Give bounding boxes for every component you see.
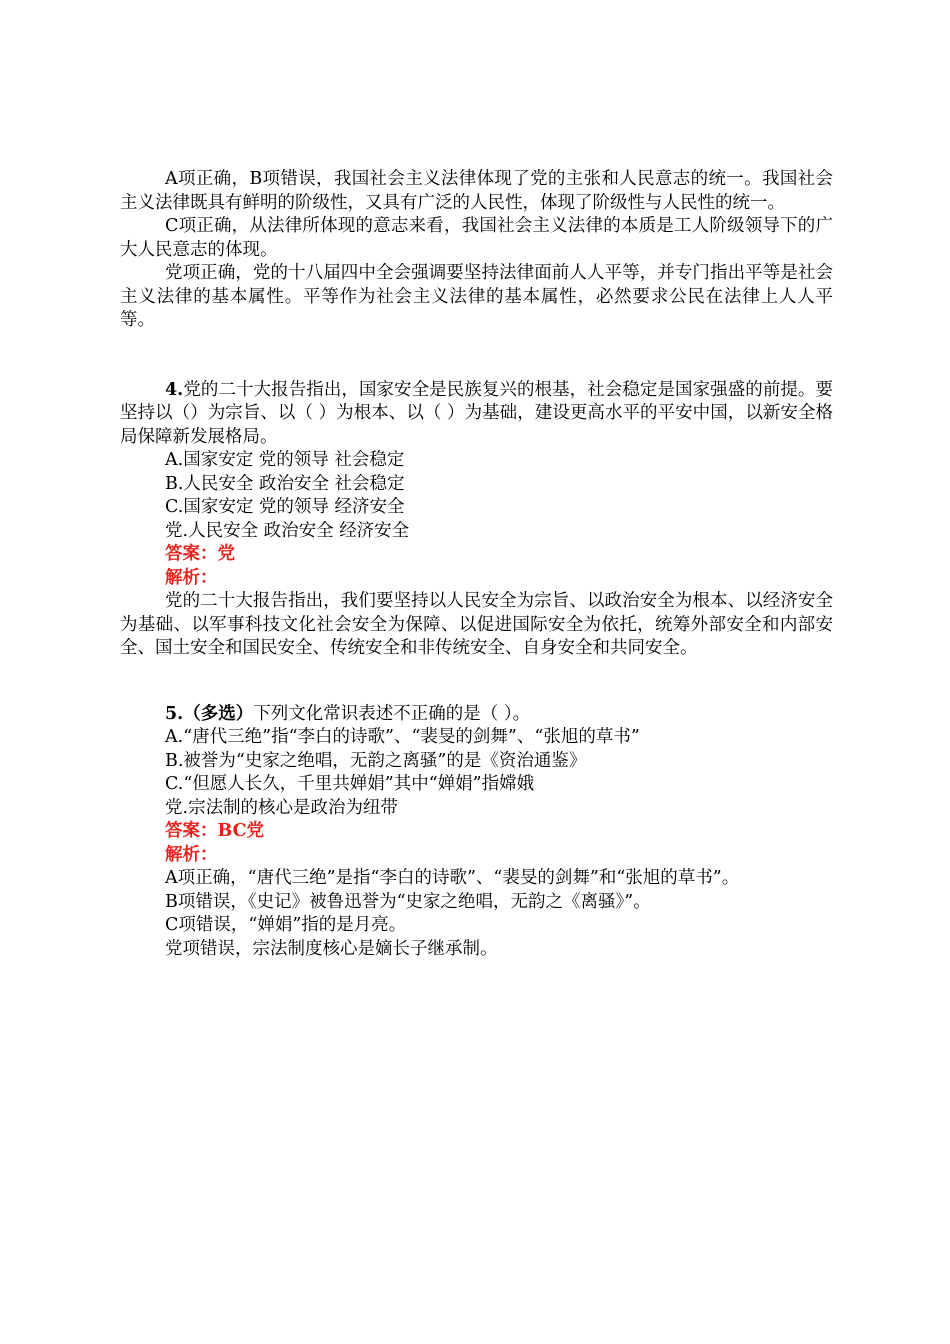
- q4-option-a: A.国家安定 党的领导 社会稳定: [165, 450, 405, 470]
- q3-explanation-paragraph-1: A项正确，B项错误，我国社会主义法律体现了党的主张和人民意志的统一。我国社会主义法律既具有鲜明的阶级性，又具有广泛的人民性，体现了阶级性与人民性的统一。: [120, 169, 833, 213]
- q5-option-a: A.“唐代三绝”指“李白的诗歌”、“裴旻的剑舞”、“张旭的草书”: [165, 727, 640, 747]
- q5-option-d: 党.宗法制的核心是政治为纽带: [165, 797, 399, 818]
- q4-option-c: C.国家安定 党的领导 经济安全: [165, 497, 405, 517]
- q5-analysis-c: C项错误，“婵娟”指的是月亮。: [165, 915, 407, 935]
- q4-answer: 答案：党: [165, 544, 235, 564]
- q3-explanation-paragraph-2: C项正确，从法律所体现的意志来看，我国社会主义法律的本质是工人阶级领导下的广大人民意志的体现。: [120, 216, 833, 260]
- spacer: [120, 333, 833, 379]
- q4-stem: [120, 379, 833, 450]
- document-body: [120, 168, 833, 961]
- q5-stem-text: 下列文化常识表述不正确的是（ ）。: [253, 703, 531, 724]
- q5-analysis-b: B项错误，《史记》被鲁迅誉为“史家之绝唱，无韵之《离骚》”。: [165, 891, 651, 912]
- spacer: [120, 661, 833, 703]
- q3-explanation-paragraph-3: 党项正确，党的十八届四中全会强调要坚持法律面前人人平等，并专门指出平等是社会主义法律的基本属性。平等作为社会主义法律的基本属性，必然要求公民在法律上人人平等。: [120, 263, 833, 330]
- q4-analysis-label: 解析：: [165, 567, 218, 588]
- q5-option-c: C.“但愿人长久，千里共婵娟”其中“婵娟”指嫦娥: [165, 774, 535, 794]
- q4-option-d: 党.人民安全 政治安全 经济安全: [165, 520, 410, 541]
- q5-option-b: B.被誉为“史家之绝唱，无韵之离骚”的是《资治通鉴》: [165, 750, 587, 771]
- q5-analysis-d: 党项错误，宗法制度核心是嫡长子继承制。: [165, 938, 498, 959]
- q4-analysis: 党的二十大报告指出，我们要坚持以人民安全为宗旨、以政治安全为根本、以经济安全为基础、以军事科技文化社会安全为保障、以促进国际安全为依托，统筹外部安全和内部安全、国土安全和国民安全、传统安全和非传统安全、自身安全和共同安全。: [120, 591, 833, 658]
- q5-analysis-label: 解析：: [165, 844, 218, 865]
- q5-tag: （多选）: [183, 703, 254, 724]
- q5-number: 5.: [165, 703, 184, 724]
- q5-analysis-a: A项正确，“唐代三绝”是指“李白的诗歌”、“裴旻的剑舞”和“张旭的草书”。: [165, 868, 740, 888]
- q4-number: 4.: [165, 379, 184, 400]
- q4-stem-text: 党的二十大报告指出，国家安全是民族复兴的根基，社会稳定是国家强盛的前提。要坚持以（）为宗旨、以（ ）为根本、以（ ）为基础，建设更高水平的平安中国，以新安全格局保障新发展格局。: [120, 379, 833, 447]
- q5-answer: 答案：BC党: [165, 821, 265, 841]
- q4-option-b: B.人民安全 政治安全 社会稳定: [165, 473, 405, 494]
- q5-stem: [120, 703, 833, 727]
